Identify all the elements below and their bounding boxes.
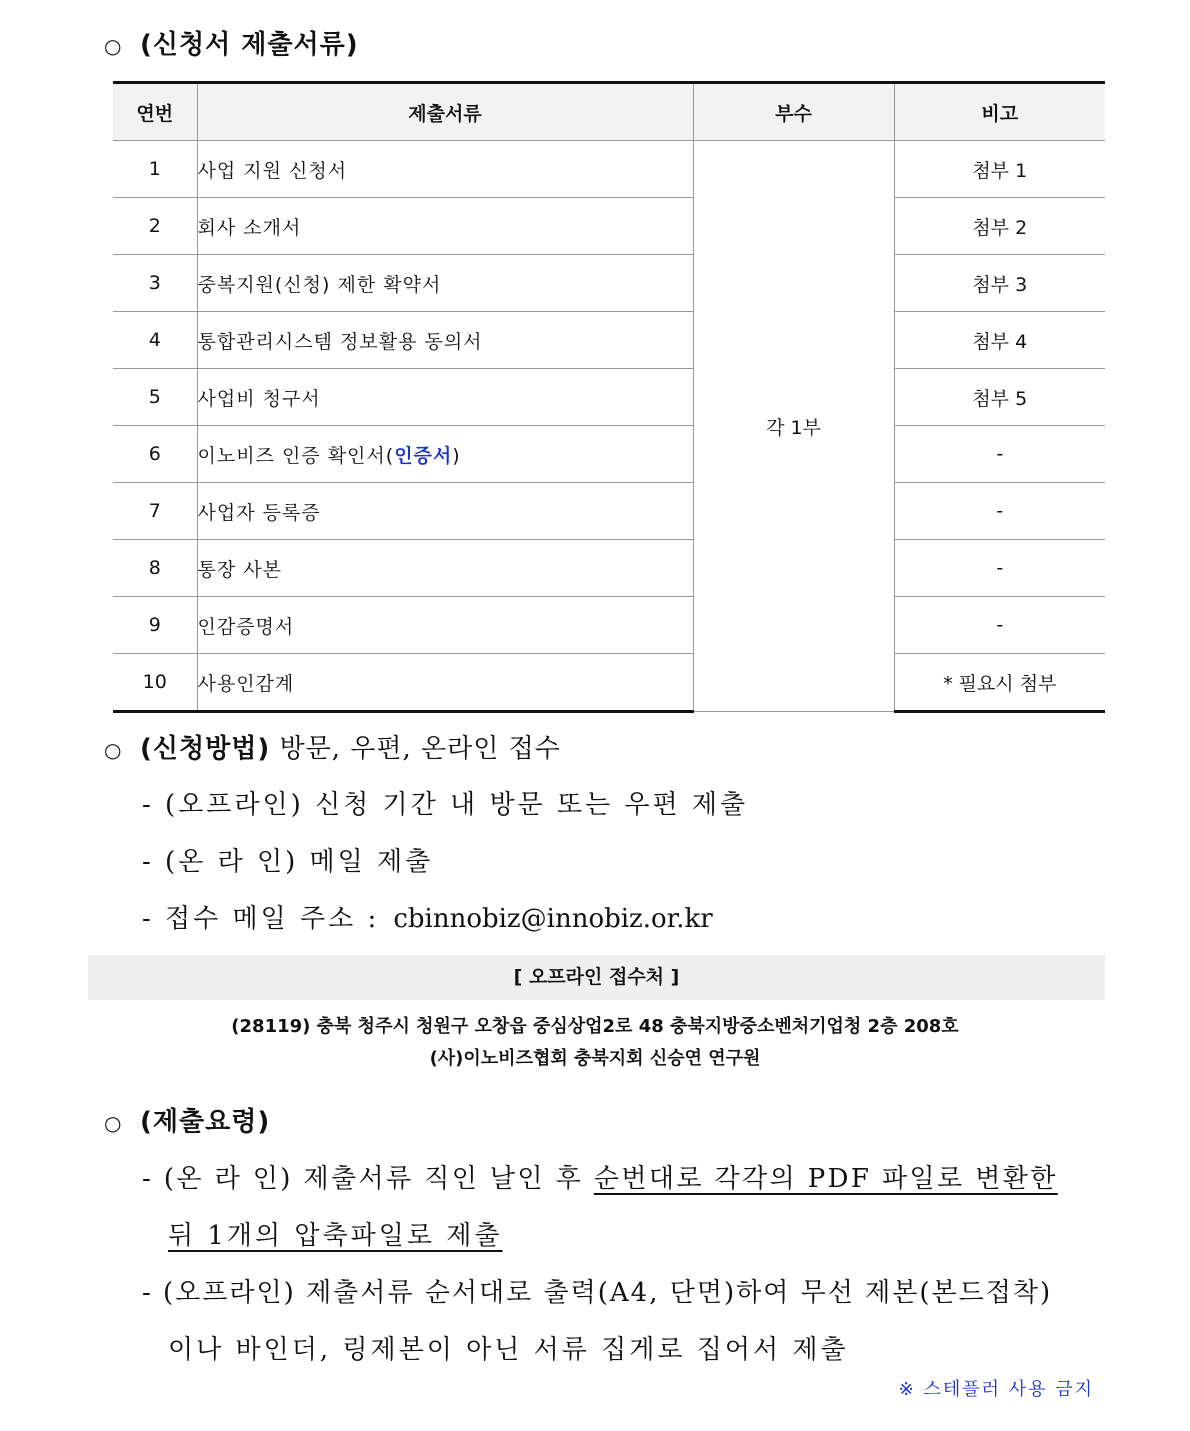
row-note: - [894,426,1105,483]
row-no: 1 [113,141,197,198]
row-document: 통합관리시스템 정보활용 동의서 [197,312,693,369]
row-no: 9 [113,597,197,654]
online-underlined-2: 뒤 1개의 압축파일로 제출 [168,1221,503,1251]
method-title: (신청방법) [140,734,271,764]
row-no: 8 [113,540,197,597]
row-no: 6 [113,426,197,483]
circle-bullet-icon: ○ [104,1111,123,1135]
submission-online-line1 [142,1158,1058,1195]
table-row [113,426,1105,483]
doc-highlight: 인증서 [394,444,453,467]
row-no: 10 [113,654,197,712]
row-document: 사용인감계 [197,654,693,712]
online-underlined-1: 순번대로 각각의 PDF 파일로 변환한 [593,1164,1058,1194]
row-document [197,426,693,483]
row-note: - [894,597,1105,654]
submission-title: (제출요령) [140,1107,271,1137]
submission-offline-line2: 이나 바인더, 링제본이 아닌 서류 집게로 집어서 제출 [168,1335,849,1365]
row-document: 통장 사본 [197,540,693,597]
row-document: 인감증명서 [197,597,693,654]
stapler-note: ※ 스테플러 사용 금지 [898,1379,1094,1400]
row-no: 4 [113,312,197,369]
table-row [113,255,1105,312]
row-note: 첨부 1 [894,141,1105,198]
docs-section-title [104,24,359,61]
table-row [113,597,1105,654]
method-section-title [104,728,561,765]
row-no: 7 [113,483,197,540]
row-no: 5 [113,369,197,426]
doc-suffix: ) [452,444,461,467]
submission-offline-line1: - (오프라인) 제출서류 순서대로 출력(A4, 단면)하여 무선 제본(본드접착) [142,1278,1053,1308]
row-note: - [894,483,1105,540]
table-row [113,141,1105,198]
row-note: 첨부 2 [894,198,1105,255]
row-document: 사업자 등록증 [197,483,693,540]
copies-cell: 각 1부 [693,141,894,712]
header-no: 연번 [113,83,197,141]
row-document: 사업비 청구서 [197,369,693,426]
table-row [113,540,1105,597]
row-document: 회사 소개서 [197,198,693,255]
online-prefix: - (온 라 인) 제출서류 직인 날인 후 [142,1164,594,1194]
row-note: - [894,540,1105,597]
doc-prefix: 이노비즈 인증 확인서( [197,444,395,467]
row-note: 첨부 5 [894,369,1105,426]
row-note: * 필요시 첨부 [894,654,1105,712]
documents-table [113,81,1105,713]
table-row [113,369,1105,426]
docs-title: (신청서 제출서류) [140,30,359,60]
row-no: 3 [113,255,197,312]
header-document: 제출서류 [197,83,693,141]
method-text: 방문, 우편, 온라인 접수 [279,734,561,764]
email-address: cbinnobiz@innobiz.or.kr [393,904,713,934]
header-note: 비고 [894,83,1105,141]
row-no: 2 [113,198,197,255]
table-header-row [113,83,1105,141]
method-email-line [142,898,713,935]
row-note: 첨부 4 [894,312,1105,369]
row-note: 첨부 3 [894,255,1105,312]
table-row [113,483,1105,540]
row-document: 사업 지원 신청서 [197,141,693,198]
table-row [113,654,1105,712]
circle-bullet-icon: ○ [104,738,123,762]
office-address: (28119) 충북 청주시 청원구 오창읍 중심상업2로 48 충북지방중소벤처기업청 2층 208호 [231,1016,959,1037]
table-row [113,312,1105,369]
circle-bullet-icon: ○ [104,34,123,58]
method-offline: - (오프라인) 신청 기간 내 방문 또는 우편 제출 [142,790,749,820]
submission-section-title [104,1101,270,1138]
method-online: - (온 라 인) 메일 제출 [142,847,434,877]
row-document: 중복지원(신청) 제한 확약서 [197,255,693,312]
table-row [113,198,1105,255]
submission-online-line2 [168,1215,503,1252]
email-label: - 접수 메일 주소 : [142,904,380,934]
offline-office-header: [ 오프라인 접수처 ] [88,955,1105,1000]
office-contact: (사)이노비즈협회 충북지회 신승연 연구원 [429,1048,761,1069]
header-copies: 부수 [693,83,894,141]
